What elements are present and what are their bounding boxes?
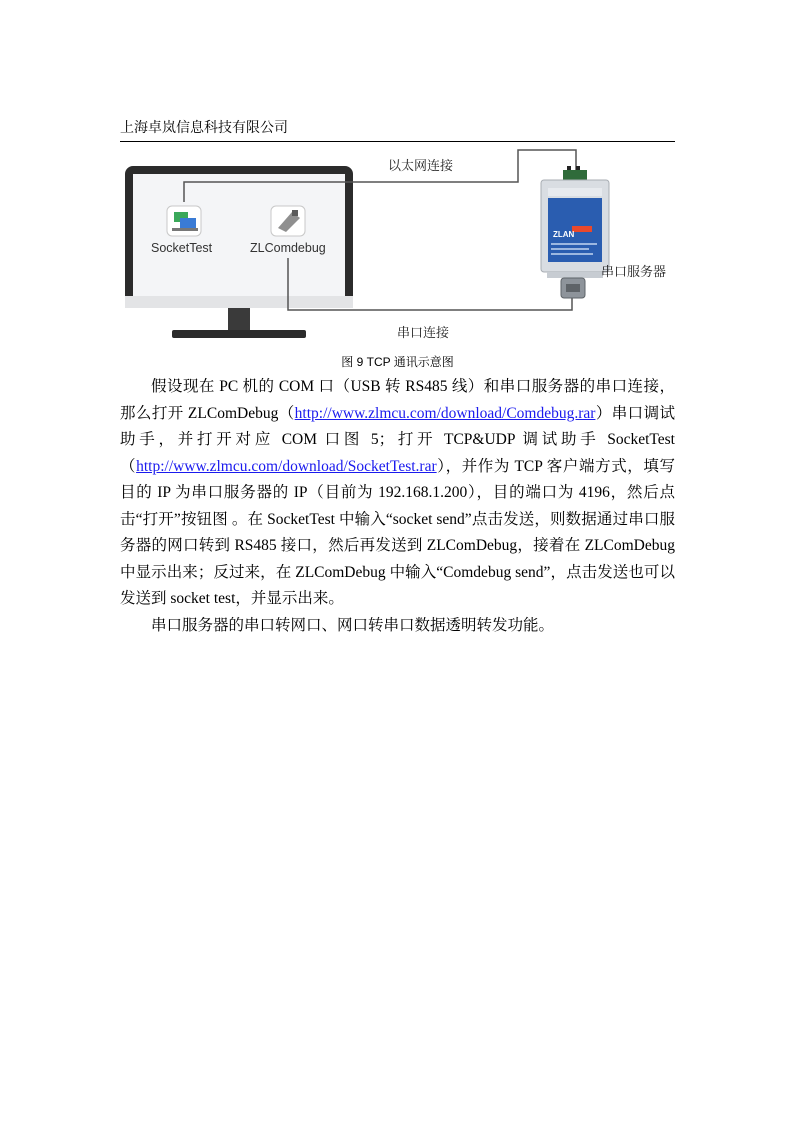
sockettest-download-link[interactable]: http://www.zlmcu.com/download/SocketTest.rar	[136, 457, 437, 475]
paragraph-1-part-c: ），并作为 TCP 客户端方式，填写目的 IP 为串口服务器的 IP（目前为 192.168.1.200），目的端口为 4196，然后点击“打开”按钮图 。在 SocketTest 中输入“socket send”点击发送，则数据通过串口服务器的网口转到 RS485 接口，然后再发送到 ZLComDebug，接着在 ZLComDebug 中显示出来；反过来，在 ZLComDebug 中输入“Comdebug send”，点击发送也可以发送到 socket test，并显示出来。	[120, 457, 675, 607]
page-header	[120, 120, 675, 142]
sockettest-label: SocketTest	[151, 241, 213, 255]
comdebug-download-link[interactable]: http://www.zlmcu.com/download/Comdebug.rar	[294, 404, 596, 422]
db9-connector-icon	[561, 278, 585, 298]
device-brand: ZLAN	[553, 230, 575, 239]
serial-server-device-icon	[541, 166, 609, 278]
paragraph-2: 串口服务器的串口转网口、网口转串口数据透明转发功能。	[151, 616, 555, 634]
company-name: 上海卓岚信息科技有限公司	[120, 121, 288, 136]
tcp-diagram	[120, 146, 675, 346]
zlcomdebug-icon	[271, 206, 305, 236]
tcp-diagram-figure	[120, 146, 675, 346]
body-text	[120, 374, 675, 639]
serial-server-label: 串口服务器	[601, 264, 667, 279]
figure-caption: 图 9 TCP 通讯示意图	[341, 355, 454, 369]
serial-connection-label: 串口连接	[397, 325, 450, 340]
zlcomdebug-label: ZLComdebug	[250, 241, 326, 255]
paragraph-1-part-b: ）串口调试助手，并打开对应 COM 口图 5；打开 TCP&UDP 调试助手 SocketTest（	[120, 404, 675, 475]
paragraph-1-part-a: 假设现在 PC 机的 COM 口（USB 转 RS485 线）和串口服务器的串口连接，那么打开 ZLComDebug（	[120, 378, 675, 422]
paragraph-1	[120, 374, 675, 613]
ethernet-connection-label: 以太网连接	[388, 158, 454, 173]
sockettest-icon	[167, 206, 201, 236]
